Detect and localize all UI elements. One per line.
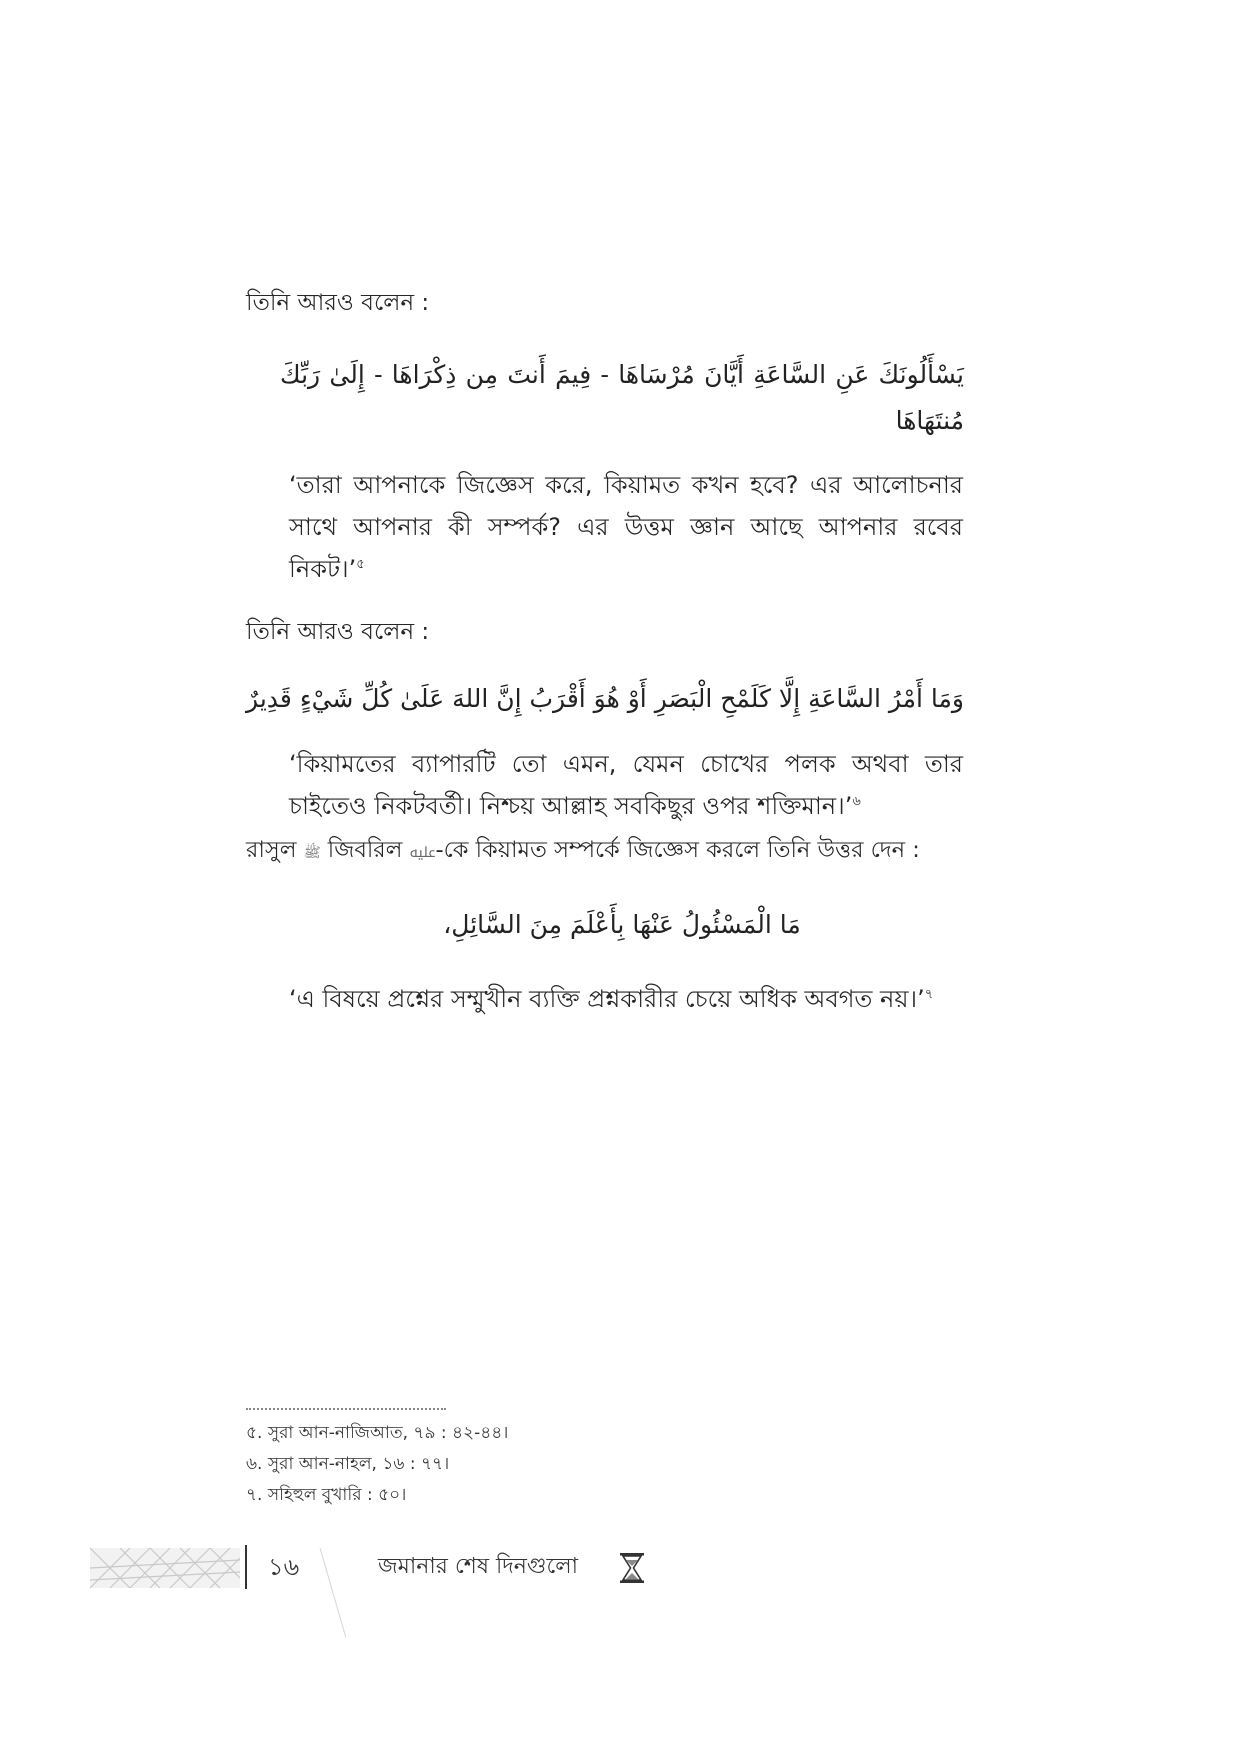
footnote-divider (246, 1408, 446, 1410)
translation-2-text: ‘কিয়ামতের ব্যাপারটি তো এমন, যেমন চোখের পলক অথবা তার চাইতেও নিকটবর্তী। নিশ্চয় আল্লাহ সবকিছুর ওপর শক্তিমান।’ (289, 750, 963, 820)
salawat-symbol: ﷺ (303, 845, 321, 861)
footnote-7: ৭. সহিহুল বুখারি : ৫০। (246, 1485, 407, 1505)
footer-pattern-decoration (90, 1548, 240, 1588)
footnote-6: ৬. সুরা আন-নাহল, ১৬ : ৭৭। (246, 1454, 450, 1474)
footer-divider (245, 1545, 247, 1589)
alayhis-salam-symbol: ﷷ (409, 845, 436, 861)
hadith-text-3: مَا الْمَسْئُولُ عَنْهَا بِأَعْلَمَ مِنَ السَّائِلِ، (443, 910, 801, 939)
intro-line-1: তিনি আরও বলেন : (246, 290, 430, 316)
footnote-ref-6: ৬ (852, 794, 861, 809)
footer-thin-line-decoration (318, 1548, 348, 1638)
quran-verse-1: يَسْأَلُونَكَ عَنِ السَّاعَةِ أَيَّانَ مُرْسَاهَا - فِيمَ أَنتَ مِن ذِكْرَاهَا - إِلَىٰ رَبِّكَ مُنتَهَاهَا (280, 360, 964, 435)
jibril-label: জিবরিল (327, 837, 403, 863)
book-title: জমানার শেষ দিনগুলো (378, 1554, 579, 1579)
quran-verse-2: وَمَا أَمْرُ السَّاعَةِ إِلَّا كَلَمْحِ الْبَصَرِ أَوْ هُوَ أَقْرَبُ إِنَّ اللهَ عَلَىٰ كُلِّ شَيْءٍ قَدِيرٌ (246, 684, 964, 713)
translation-3 (289, 978, 963, 1020)
hourglass-icon (618, 1552, 646, 1584)
translation-1-text: ‘তারা আপনাকে জিজ্ঞেস করে, কিয়ামত কখন হবে? এর আলোচনার সাথে আপনার কী সম্পর্ক? এর উত্তম জ্ঞান আছে আপনার রবের নিকট।’ (289, 471, 963, 583)
footnote-ref-5: ৫ (356, 557, 365, 572)
translation-3-text: ‘এ বিষয়ে প্রশ্নের সম্মুখীন ব্যক্তি প্রশ্নকারীর চেয়ে অধিক অবগত নয়।’ (289, 985, 925, 1013)
page-number: ১৬ (268, 1553, 300, 1581)
footnote-ref-7: ৭ (924, 987, 934, 1002)
footnote-5: ৫. সুরা আন-নাজিআত, ৭৯ : ৪২-৪৪। (246, 1423, 509, 1443)
intro-line-3 (246, 831, 920, 872)
translation-2 (289, 743, 963, 827)
rasul-label: রাসুল (246, 837, 297, 863)
translation-1 (289, 464, 963, 590)
intro-line-2: তিনি আরও বলেন : (246, 619, 430, 645)
intro-line-3-rest: -কে কিয়ামত সম্পর্কে জিজ্ঞেস করলে তিনি উত্তর দেন : (435, 837, 920, 863)
